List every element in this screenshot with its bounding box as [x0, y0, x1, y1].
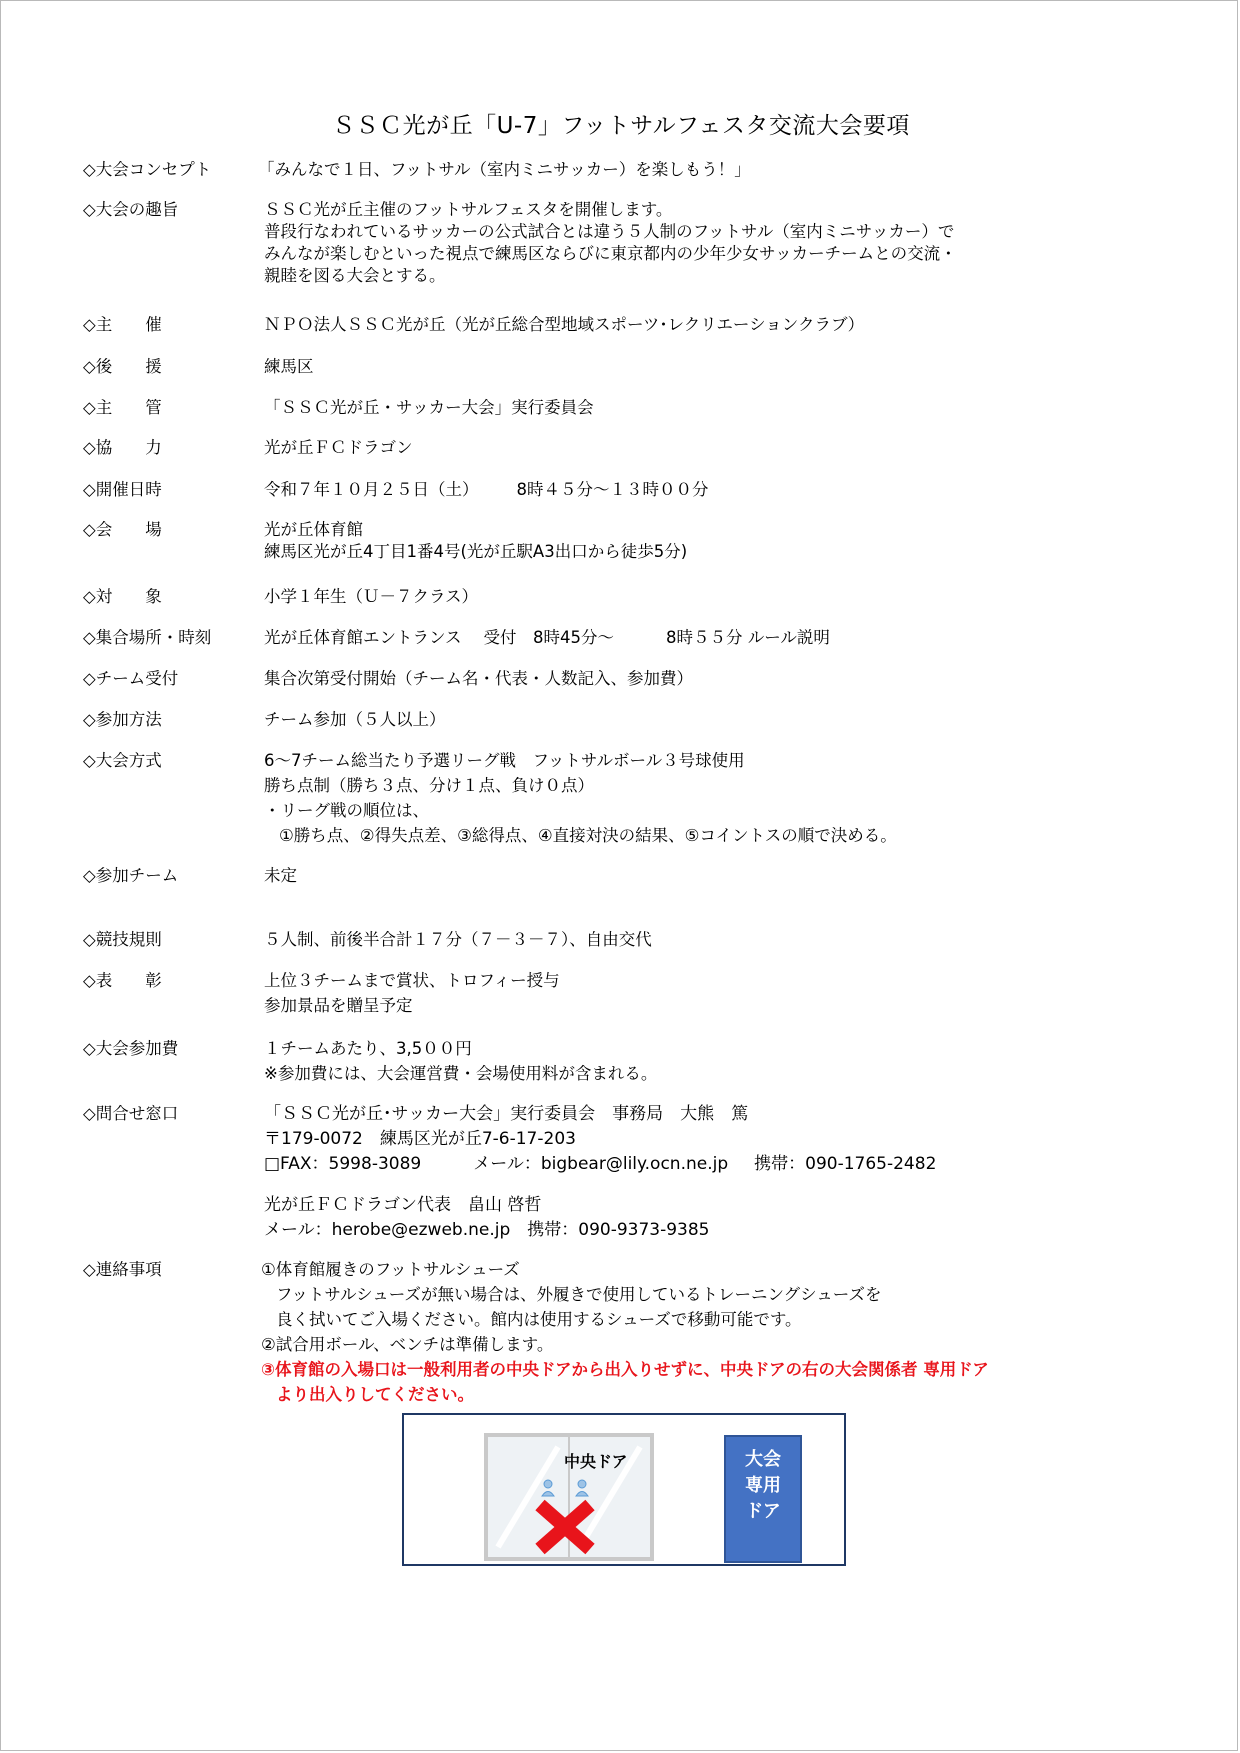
section-label: ◇連絡事項 [83, 1260, 162, 1279]
staff-door-label: 専用 [745, 1475, 781, 1496]
person-icon [574, 1479, 590, 1497]
contact-line: メール：herobe@ezweb.ne.jp 携帯：090-9373-9385 [264, 1220, 710, 1240]
target-text: 小学１年生（Ｕ－７クラス） [264, 587, 479, 606]
section-label: ◇集合場所・時刻 [83, 628, 212, 647]
person-icon [540, 1479, 556, 1497]
section-label: ◇大会参加費 [83, 1039, 179, 1058]
prohibited-x-icon [534, 1499, 596, 1555]
section-label: ◇会 場 [83, 520, 162, 539]
section-label: ◇問合せ窓口 [83, 1104, 179, 1123]
staff-door-label: 大会 [745, 1449, 781, 1470]
organizer-text: ＮＰＯ法人ＳＳＣ光が丘（光が丘総合型地域スポーツ･レクリエーションクラブ） [264, 315, 865, 334]
event-date: 令和７年１０月２５日（土） [264, 480, 479, 499]
concept-text: 「みんなで１日、フットサル（室内ミニサッカー）を楽しもう！」 [258, 160, 751, 179]
purpose-line: みんなが楽しむといった視点で練馬区ならびに東京都内の少年少女サッカーチームとの交流・ [264, 244, 957, 263]
section-label: ◇大会方式 [83, 751, 162, 770]
purpose-line: 親睦を図る大会とする。 [264, 266, 446, 285]
note-item: ①体育館履きのフットサルシューズ [261, 1260, 520, 1279]
note-item: ②試合用ボール、ベンチは準備します。 [261, 1335, 554, 1354]
venue-address: 練馬区光が丘4丁目1番4号(光が丘駅A3出口から徒歩5分) [264, 542, 688, 561]
contact-fax: □FAX：5998-3089 [264, 1154, 422, 1174]
awards-line: 上位３チームまで賞状、トロフィー授与 [264, 971, 560, 990]
awards-line: 参加景品を贈呈予定 [264, 996, 413, 1015]
teams-text: 未定 [264, 866, 297, 885]
central-door-label: 中央ドア [564, 1452, 628, 1471]
entrance-diagram [402, 1413, 846, 1566]
note-item: フットサルシューズが無い場合は、外履きで使用しているトレーニングシューズを [276, 1285, 882, 1304]
contact-mobile: 携帯：090-1765-2482 [754, 1154, 937, 1174]
section-label: ◇対 象 [83, 587, 162, 606]
section-label: ◇参加方法 [83, 710, 162, 729]
note-item: 良く拭いてご入場ください。館内は使用するシューズで移動可能です。 [276, 1310, 802, 1329]
section-label: ◇協 力 [83, 438, 162, 457]
section-label: ◇表 彰 [83, 971, 162, 990]
note-item-warning: ③体育館の入場口は一般利用者の中央ドアから出入りせずに、中央ドアの右の大会関係者 専用ドア [261, 1360, 989, 1379]
team-reception-text: 集合次第受付開始（チーム名・代表・人数記入、参加費） [264, 669, 693, 688]
section-label: ◇開催日時 [83, 480, 162, 499]
staff-only-door [724, 1435, 802, 1563]
management-text: 「ＳＳＣ光が丘・サッカー大会」実行委員会 [264, 398, 594, 417]
section-label: ◇大会の趣旨 [83, 200, 179, 219]
meeting-rules: 8時５５分 ルール説明 [666, 628, 830, 647]
format-line: ・リーグ戦の順位は、 [264, 801, 429, 820]
fee-line: １チームあたり、3,5００円 [264, 1039, 472, 1058]
method-text: チーム参加（５人以上） [264, 710, 446, 729]
section-label: ◇主 管 [83, 398, 162, 417]
event-time: 8時４５分～１３時００分 [516, 480, 709, 499]
support-text: 練馬区 [264, 357, 314, 376]
section-label: ◇大会コンセプト [83, 160, 212, 179]
meeting-place: 光が丘体育館エントランス [264, 628, 462, 647]
staff-door-label: ドア [745, 1501, 781, 1522]
venue-name: 光が丘体育館 [264, 520, 363, 539]
note-item-warning: より出入りしてください。 [276, 1385, 474, 1404]
section-label: ◇チーム受付 [83, 669, 179, 688]
purpose-line: 普段行なわれているサッカーの公式試合とは違う５人制のフットサル（室内ミニサッカー）で [264, 222, 955, 241]
cooperation-text: 光が丘ＦＣドラゴン [264, 438, 413, 457]
contact-mail: メール：bigbear@lily.ocn.ne.jp [473, 1154, 729, 1174]
section-label: ◇競技規則 [83, 930, 162, 949]
section-label: ◇参加チーム [83, 866, 179, 885]
rules-text: ５人制、前後半合計１７分（７－３－７）、自由交代 [264, 930, 652, 949]
contact-line: 「ＳＳＣ光が丘･サッカー大会」実行委員会 事務局 大熊 篤 [264, 1104, 749, 1124]
purpose-line: ＳＳＣ光が丘主催のフットサルフェスタを開催します。 [264, 200, 673, 219]
contact-line: 〒179-0072 練馬区光が丘7-6-17-203 [264, 1129, 576, 1149]
format-line: 6～7チーム総当たり予選リーグ戦 フットサルボール３号球使用 [264, 751, 745, 770]
fee-line: ※参加費には、大会運営費・会場使用料が含まれる。 [264, 1064, 658, 1083]
document-title: ＳＳＣ光が丘「U-7」フットサルフェスタ交流大会要項 [332, 113, 910, 139]
section-label: ◇主 催 [83, 315, 162, 334]
format-line: 勝ち点制（勝ち３点、分け１点、負け０点） [264, 776, 594, 795]
section-label: ◇後 援 [83, 357, 162, 376]
meeting-reception: 受付 8時45分～ [483, 628, 615, 647]
contact-line: 光が丘ＦＣドラゴン代表 畠山 啓哲 [264, 1195, 542, 1215]
format-line: ①勝ち点、②得失点差、③総得点、④直接対決の結果、⑤コイントスの順で決める。 [279, 826, 897, 845]
